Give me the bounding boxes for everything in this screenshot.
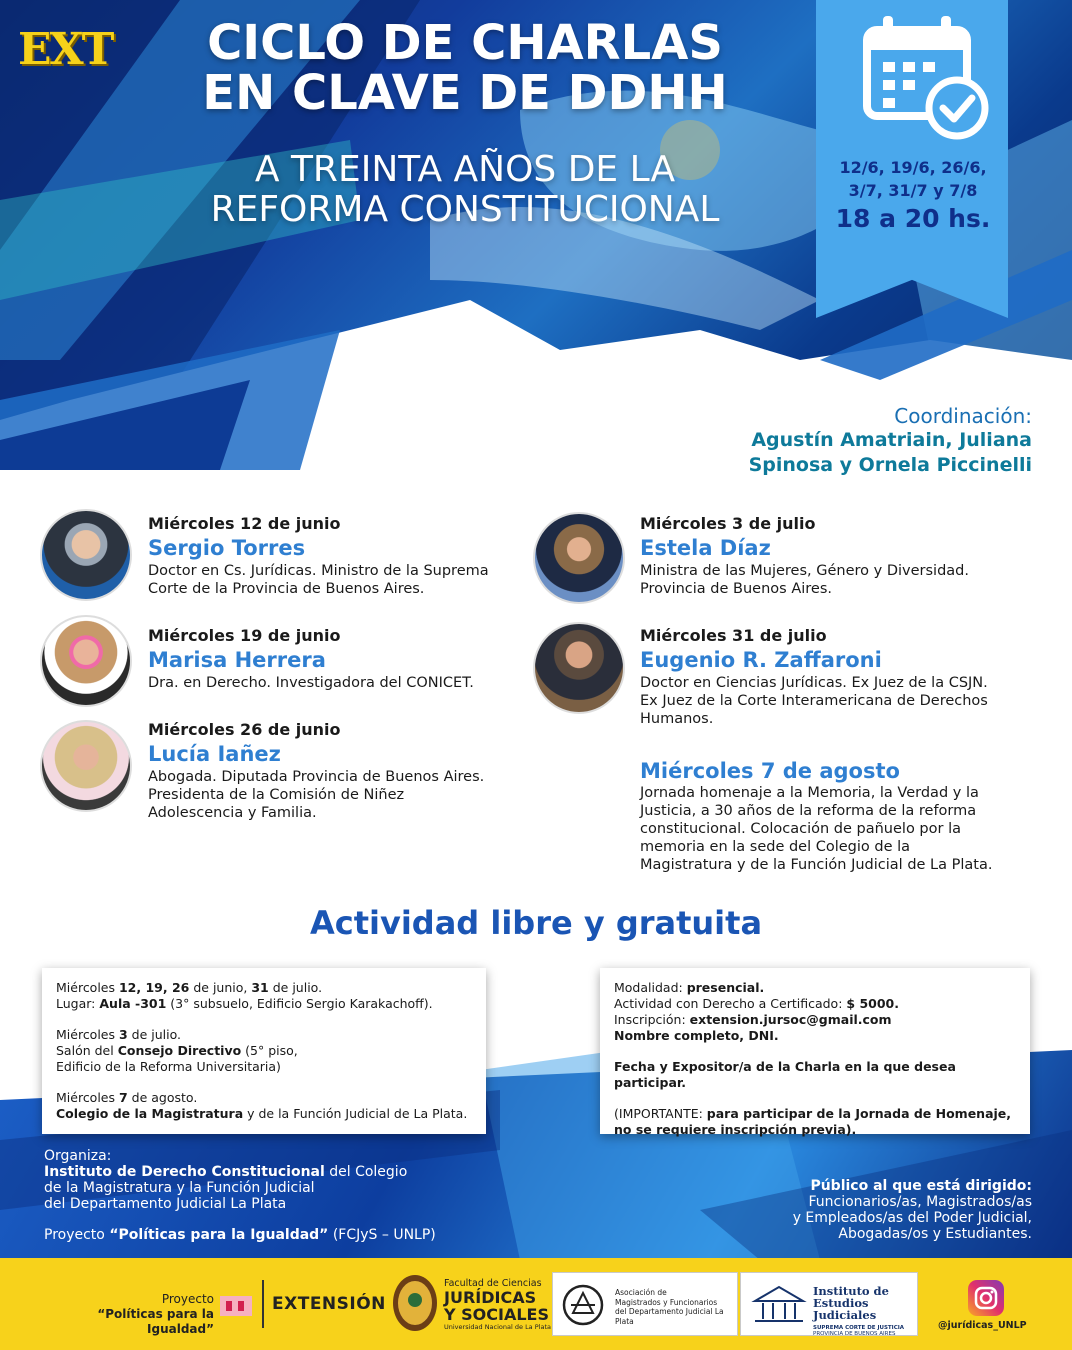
speaker-name: Marisa Herrera <box>148 648 326 672</box>
hours-text: 18 a 20 hs. <box>835 204 991 233</box>
speaker-name: Sergio Torres <box>148 536 306 560</box>
speaker-desc: Ministra de las Mujeres, Género y Diversidad. <box>640 563 969 579</box>
footer-project-name: “Políticas para la Igualdad” <box>97 1307 214 1336</box>
audience-title: Público al que está dirigido: <box>810 1178 1032 1194</box>
speaker-desc: Humanos. <box>640 711 714 727</box>
footer-association-card <box>552 1272 738 1336</box>
speaker-date: Miércoles 19 de junio <box>148 626 341 645</box>
page-title <box>150 15 780 121</box>
speaker-name: Eugenio R. Zaffaroni <box>640 648 882 672</box>
coordination-label: Coordinación: <box>894 404 1032 428</box>
footer-institute-card <box>740 1272 918 1336</box>
institute-line-3: SUPREMA CORTE DE JUSTICIA <box>813 1325 905 1331</box>
institute-building-icon <box>749 1283 809 1327</box>
speaker-card-5 <box>640 626 1040 728</box>
registration-choice-line: Fecha y Expositor/a de la Charla en la que desea participar. <box>614 1059 956 1090</box>
organizer-line-1: Instituto de Derecho Constitucional del Colegio <box>44 1164 408 1180</box>
speaker-date: Miércoles 31 de julio <box>640 626 827 645</box>
coordination-names-line-1: Agustín Amatriain, Juliana <box>751 429 1032 451</box>
avatar-speaker-2 <box>40 615 132 707</box>
registration-email[interactable]: extension.jursoc@gmail.com <box>689 1012 892 1027</box>
association-logo-icon <box>559 1283 607 1327</box>
speaker-card-4 <box>640 514 1040 598</box>
subtitle-line-1: A TREINTA AÑOS DE LA <box>254 149 676 190</box>
registration-info-box <box>600 968 1030 1137</box>
avatar-speaker-5 <box>533 622 625 714</box>
audience-line-3: Abogadas/os y Estudiantes. <box>838 1226 1032 1242</box>
organizer-block <box>44 1148 464 1212</box>
speaker-desc: Presidenta de la Comisión de Niñez <box>148 787 405 803</box>
association-line-3: del Departamento Judicial La Plata <box>615 1307 724 1326</box>
dates-line-2: 3/7, 31/7 y 7/8 <box>848 181 978 200</box>
speaker-desc: Doctor en Cs. Jurídicas. Ministro de la Suprema <box>148 563 489 579</box>
dates-line-1: 12/6, 19/6, 26/6, <box>839 158 987 177</box>
faculty-line-3: Y SOCIALES <box>444 1305 550 1324</box>
certificate-line: Actividad con Derecho a Certificado: $ 5000. <box>614 996 899 1011</box>
coordination-names <box>692 428 1032 478</box>
homenaje-desc: Magistratura y de la Función Judicial de La Plata. <box>640 857 993 873</box>
homenaje-desc: Jornada homenaje a la Memoria, la Verdad y la <box>640 785 979 801</box>
speaker-name: Lucía Iañez <box>148 742 281 766</box>
association-line-1: Asociación de <box>615 1288 667 1297</box>
speaker-desc: Corte de la Provincia de Buenos Aires. <box>148 581 425 597</box>
speaker-desc: Adolescencia y Familia. <box>148 805 317 821</box>
coordination-names-line-2: Spinosa y Ornela Piccinelli <box>748 454 1032 476</box>
homenaje-desc: constitucional. Colocación de pañuelo por la <box>640 821 961 837</box>
ext-logo: EXT <box>18 24 113 75</box>
association-text <box>615 1288 739 1326</box>
venue-info-box <box>42 968 486 1134</box>
audience-block <box>702 1178 1032 1242</box>
faculty-line-2: JURÍDICAS <box>444 1288 537 1307</box>
footer-extension: EXTENSIÓN <box>272 1294 386 1314</box>
homenaje-desc: Justicia, a 30 años de la reforma de la reforma <box>640 803 977 819</box>
audience-line-2: y Empleados/as del Poder Judicial, <box>792 1210 1032 1226</box>
speaker-name: Estela Díaz <box>640 536 771 560</box>
organizer-line-3: del Departamento Judicial La Plata <box>44 1196 287 1212</box>
subtitle-line-2: REFORMA CONSTITUCIONAL <box>210 189 720 230</box>
instagram-handle[interactable]: @jurídicas_UNLP <box>938 1320 1027 1331</box>
venue-paragraph-2: Miércoles 3 de julio. Salón del Consejo Directivo (5° piso, Edificio de la Reforma Universitaria) <box>56 1027 298 1074</box>
speaker-desc: Dra. en Derecho. Investigadora del CONICET. <box>148 675 474 691</box>
institute-line-2: Estudios Judiciales <box>813 1296 877 1322</box>
faculty-shield-icon <box>392 1274 438 1332</box>
registration-name-line: Nombre completo, DNI. <box>614 1028 779 1043</box>
speaker-card-3 <box>148 720 528 822</box>
homenaje-desc: memoria en la sede del Colegio de la <box>640 839 911 855</box>
title-line-1: CICLO DE CHARLAS <box>207 15 723 71</box>
audience-line-1: Funcionarios/as, Magistrados/as <box>808 1194 1032 1210</box>
institute-line-4: PROVINCIA DE BUENOS AIRES <box>813 1331 896 1337</box>
speaker-card-2 <box>148 626 528 692</box>
calendar-check-icon <box>861 12 991 140</box>
speaker-date: Miércoles 3 de julio <box>640 514 816 533</box>
organizer-line-2: de la Magistratura y la Función Judicial <box>44 1180 315 1196</box>
page-subtitle <box>150 150 780 230</box>
footer-separator <box>262 1280 264 1328</box>
avatar-speaker-4 <box>533 512 625 604</box>
venue-paragraph-3: Miércoles 7 de agosto. Colegio de la Magistratura y de la Función Judicial de La Plata. <box>56 1090 468 1121</box>
speaker-desc: Abogada. Diputada Provincia de Buenos Aires. <box>148 769 485 785</box>
speaker-desc: Provincia de Buenos Aires. <box>640 581 832 597</box>
speaker-date: Miércoles 26 de junio <box>148 720 341 739</box>
activity-heading: Actividad libre y gratuita <box>309 904 763 942</box>
title-line-2: EN CLAVE DE DDHH <box>202 65 728 121</box>
modality-line: Modalidad: presencial. <box>614 980 765 995</box>
avatar-speaker-3 <box>40 720 132 812</box>
footer-logos <box>0 1258 1072 1350</box>
faculty-line-4: Universidad Nacional de La Plata <box>444 1323 551 1331</box>
speaker-desc: Doctor en Ciencias Jurídicas. Ex Juez de la CSJN. <box>640 675 988 691</box>
speaker-card-1 <box>148 514 528 598</box>
dates-list <box>822 156 1004 202</box>
organizer-label: Organiza: <box>44 1148 112 1164</box>
avatar-speaker-1 <box>40 509 132 601</box>
speaker-date: Miércoles 12 de junio <box>148 514 341 533</box>
instagram-icon[interactable] <box>968 1280 1004 1316</box>
footer-faculty <box>444 1278 551 1331</box>
equality-logo-icon <box>220 1296 252 1316</box>
footer-project <box>30 1292 214 1337</box>
footer-project-label: Proyecto <box>161 1292 214 1306</box>
institute-line-1: Instituto de <box>813 1284 889 1298</box>
faculty-line-1: Facultad de Ciencias <box>444 1278 542 1289</box>
association-line-2: Magistrados y Funcionarios <box>615 1297 718 1307</box>
venue-paragraph-1: Miércoles 12, 19, 26 de junio, 31 de julio. Lugar: Aula -301 (3° subsuelo, Edificio Sergio Karakachoff). <box>56 980 433 1011</box>
important-note: (IMPORTANTE: para participar de la Jornada de Homenaje, no se requiere inscripción previa). <box>614 1106 1012 1137</box>
institute-text <box>813 1285 917 1337</box>
speaker-desc: Ex Juez de la Corte Interamericana de Derechos <box>640 693 988 709</box>
registration-line: Inscripción: extension.jursoc@gmail.com <box>614 1012 892 1027</box>
project-line: Proyecto “Políticas para la Igualdad” (FCJyS – UNLP) <box>44 1227 436 1243</box>
homenaje-date: Miércoles 7 de agosto <box>640 759 900 783</box>
homenaje-card <box>640 758 1040 874</box>
